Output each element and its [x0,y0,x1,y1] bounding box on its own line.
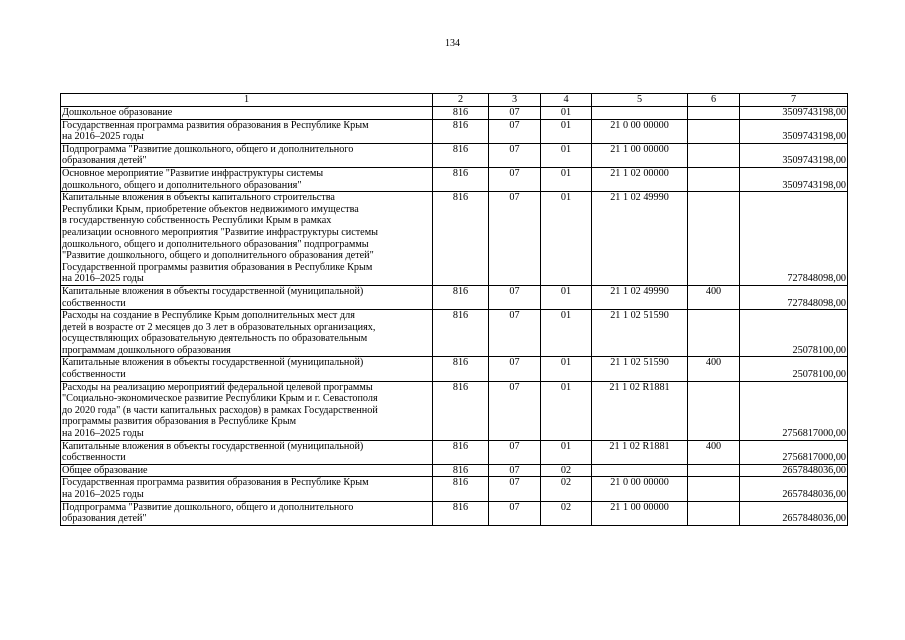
row-col-2: 816 [433,143,489,167]
row-col-5: 21 1 00 00000 [592,501,688,525]
row-name: Капитальные вложения в объекты капитального строительства Республики Крым, приобретение объектов недвижимого имущества в государственную собственность Республики Крым в рамках реализации основного мероприятия "Развитие инфраструктуры системы дошкольного, общего и дополнительного образования" подпрограммы "Развитие дошкольного, общего и дополнительного образования детей" Государственной программы развития образования в Республике Крым на 2016–2025 годы [61,192,433,286]
row-col-3: 07 [489,440,541,464]
row-col-6 [688,192,740,286]
row-name: Подпрограмма "Развитие дошкольного, общего и дополнительного образования детей" [61,143,433,167]
row-name: Государственная программа развития образования в Республике Крым на 2016–2025 годы [61,119,433,143]
row-col-4: 01 [541,167,592,191]
row-name: Общее образование [61,464,433,477]
row-col-6 [688,501,740,525]
row-col-5: 21 1 00 00000 [592,143,688,167]
table-row [61,477,848,501]
header-col-4: 4 [541,94,592,107]
row-col-3: 07 [489,464,541,477]
row-col-2: 816 [433,285,489,309]
row-col-4: 01 [541,143,592,167]
row-col-6 [688,477,740,501]
row-amount: 3509743198,00 [740,167,848,191]
row-col-2: 816 [433,357,489,381]
row-col-4: 01 [541,285,592,309]
budget-table [60,93,848,526]
row-col-4: 02 [541,501,592,525]
table-header-row [61,94,848,107]
row-col-6 [688,143,740,167]
row-col-6 [688,310,740,357]
row-name: Капитальные вложения в объекты государственной (муниципальной) собственности [61,440,433,464]
row-col-3: 07 [489,107,541,120]
table-row [61,357,848,381]
row-col-6: 400 [688,285,740,309]
row-amount: 25078100,00 [740,310,848,357]
row-col-4: 02 [541,464,592,477]
row-name: Дошкольное образование [61,107,433,120]
table-row [61,143,848,167]
row-col-5: 21 0 00 00000 [592,119,688,143]
row-amount: 727848098,00 [740,285,848,309]
table-row [61,119,848,143]
row-amount: 2756817000,00 [740,381,848,440]
row-col-5 [592,464,688,477]
row-amount: 727848098,00 [740,192,848,286]
row-name: Расходы на реализацию мероприятий федеральной целевой программы "Социально-экономическое развитие Республики Крым и г. Севастополя до 2020 года" (в части капитальных расходов) в рамках Государственной программы развития образования в Республике Крым на 2016–2025 годы [61,381,433,440]
row-col-5: 21 1 02 00000 [592,167,688,191]
row-col-5: 21 1 02 49990 [592,285,688,309]
header-col-3: 3 [489,94,541,107]
row-col-5: 21 1 02 R1881 [592,440,688,464]
row-col-5 [592,107,688,120]
row-col-3: 07 [489,501,541,525]
row-col-2: 816 [433,119,489,143]
row-col-2: 816 [433,440,489,464]
header-col-7: 7 [740,94,848,107]
row-col-3: 07 [489,310,541,357]
row-col-6 [688,464,740,477]
row-col-4: 01 [541,107,592,120]
table-row [61,285,848,309]
row-name: Основное мероприятие "Развитие инфраструктуры системы дошкольного, общего и дополнительного образования" [61,167,433,191]
page-number: 134 [445,38,460,49]
row-amount: 2657848036,00 [740,501,848,525]
row-col-3: 07 [489,119,541,143]
row-name: Капитальные вложения в объекты государственной (муниципальной) собственности [61,285,433,309]
row-amount: 3509743198,00 [740,107,848,120]
row-col-2: 816 [433,464,489,477]
row-col-4: 01 [541,357,592,381]
row-name: Государственная программа развития образования в Республике Крым на 2016–2025 годы [61,477,433,501]
row-col-2: 816 [433,107,489,120]
row-col-2: 816 [433,192,489,286]
row-col-2: 816 [433,381,489,440]
row-col-3: 07 [489,143,541,167]
row-col-2: 816 [433,310,489,357]
row-amount: 2756817000,00 [740,440,848,464]
row-col-6 [688,167,740,191]
row-col-5: 21 1 02 49990 [592,192,688,286]
header-col-5: 5 [592,94,688,107]
row-amount: 2657848036,00 [740,464,848,477]
row-col-6: 400 [688,440,740,464]
row-name: Подпрограмма "Развитие дошкольного, общего и дополнительного образования детей" [61,501,433,525]
table-row [61,167,848,191]
row-col-5: 21 0 00 00000 [592,477,688,501]
row-col-2: 816 [433,501,489,525]
table-row [61,310,848,357]
row-col-5: 21 1 02 51590 [592,357,688,381]
row-amount: 3509743198,00 [740,119,848,143]
row-col-5: 21 1 02 51590 [592,310,688,357]
row-col-6 [688,107,740,120]
row-col-3: 07 [489,192,541,286]
header-col-1: 1 [61,94,433,107]
row-col-3: 07 [489,167,541,191]
row-col-4: 01 [541,192,592,286]
table-row [61,501,848,525]
row-name: Капитальные вложения в объекты государственной (муниципальной) собственности [61,357,433,381]
row-col-3: 07 [489,357,541,381]
row-col-6: 400 [688,357,740,381]
table-row [61,107,848,120]
row-col-4: 01 [541,119,592,143]
row-col-3: 07 [489,285,541,309]
row-col-4: 01 [541,440,592,464]
row-name: Расходы на создание в Республике Крым дополнительных мест для детей в возрасте от 2 месяцев до 3 лет в образовательных организациях, осуществляющих образовательную деятельность по образовательным программам дошкольного образования [61,310,433,357]
row-col-5: 21 1 02 R1881 [592,381,688,440]
row-col-6 [688,381,740,440]
row-amount: 25078100,00 [740,357,848,381]
row-amount: 3509743198,00 [740,143,848,167]
table-row [61,440,848,464]
row-col-2: 816 [433,477,489,501]
row-col-4: 01 [541,381,592,440]
table-row [61,381,848,440]
row-col-6 [688,119,740,143]
header-col-2: 2 [433,94,489,107]
row-col-3: 07 [489,381,541,440]
table-row [61,192,848,286]
row-col-4: 01 [541,310,592,357]
row-amount: 2657848036,00 [740,477,848,501]
header-col-6: 6 [688,94,740,107]
table-row [61,464,848,477]
row-col-3: 07 [489,477,541,501]
row-col-2: 816 [433,167,489,191]
row-col-4: 02 [541,477,592,501]
